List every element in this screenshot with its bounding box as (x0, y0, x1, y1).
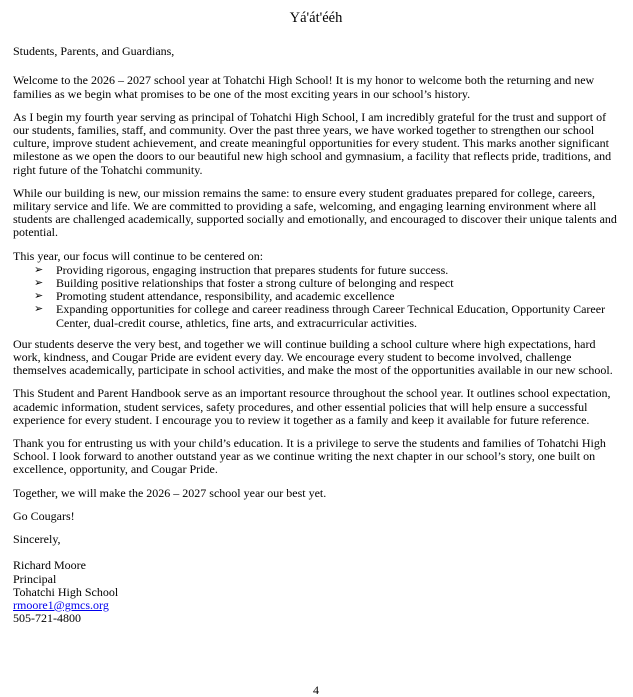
arrow-bullet-icon: ➢ (34, 290, 44, 303)
signature-role: Principal (13, 571, 57, 586)
signature-phone: 505-721-4800 (13, 611, 81, 626)
salutation: Students, Parents, and Guardians, (13, 44, 175, 59)
signature-school: Tohatchi High School (13, 584, 119, 599)
paragraph-welcome: Welcome to the 2026 – 2027 school year at Tohatchi High School! It is my honor to welcome both the returning and new families as we begin what promises to be one of the most exciting years in our school’s history. (13, 73, 595, 101)
letter-page (13, 0, 619, 625)
email-link[interactable]: rmoore1@gmcs.org (13, 597, 109, 612)
paragraph-go-cougars: Go Cougars! (13, 508, 75, 523)
paragraph-best-year: Together, we will make the 2026 – 2027 school year our best yet. (13, 485, 327, 500)
paragraph-fourth-year: As I begin my fourth year serving as principal of Tohatchi High School, I am incredibly grateful for the trust and support of our students, families, staff, and community. Over the past three years, we have worked together to strengthen our school culture, improve student achievement, and create meaningful opportunities for every student. This marks another significant milestone as we open the doors to our beautiful new high school and gymnasium, a facility that reflects pride, traditions, and right future of the Tohatchi community. (13, 109, 612, 177)
letter-title: Yá'át'ééh (289, 10, 343, 26)
list-item-text: Building positive relationships that foster a strong culture of belonging and respect (56, 276, 454, 291)
paragraph-mission: While our building is new, our mission remains the same: to ensure every student graduates prepared for college, careers, military service and life. We are committed to providing a safe, welcoming, and engaging learning environment where all students are challenged academically, supported socially and emotionally, and encouraged to discover their unique talents and potential. (13, 185, 617, 240)
signature-name: Richard Moore (13, 558, 86, 573)
signature-block (13, 559, 619, 625)
paragraph-culture: Our students deserve the very best, and together we will continue building a school culture where high expectations, hard work, kindness, and Cougar Pride are evident every day. We encourage every student to become involved, challenge themselves academically, participate in school activities, and make the most of the opportunities available in our new school. (13, 336, 613, 378)
paragraph-focus-intro: This year, our focus will continue to be centered on: (13, 248, 264, 263)
arrow-bullet-icon: ➢ (34, 303, 44, 316)
list-item-text: Providing rigorous, engaging instruction that prepares students for future success. (56, 262, 449, 277)
arrow-bullet-icon: ➢ (34, 263, 44, 276)
paragraph-handbook: This Student and Parent Handbook serve as an important resource throughout the school year. It outlines school expectation, academic information, student services, safety procedures, and other essential policies that will help ensure a successful experience for every student. I encourage you to review it together as a family and keep it available for future reference. (13, 386, 611, 427)
list-item (34, 303, 619, 329)
closing: Sincerely, (13, 532, 61, 547)
page-number: 4 (313, 683, 319, 697)
focus-list (13, 264, 619, 330)
arrow-bullet-icon: ➢ (34, 277, 44, 290)
paragraph-thank-you: Thank you for entrusting us with your child’s education. It is a privilege to serve the students and families of Tohatchi High School. I look forward to another outstand year as we continue writing the next chapter in our school’s story, one built on excellence, opportunity, and Cougar Pride. (13, 436, 606, 477)
list-item-text: Promoting student attendance, responsibility, and academic excellence (56, 289, 395, 304)
list-item-text: Expanding opportunities for college and career readiness through Career Technical Education, Opportunity Career Center, dual-credit course, athletics, fine arts, and extracurricular activities. (56, 302, 606, 330)
